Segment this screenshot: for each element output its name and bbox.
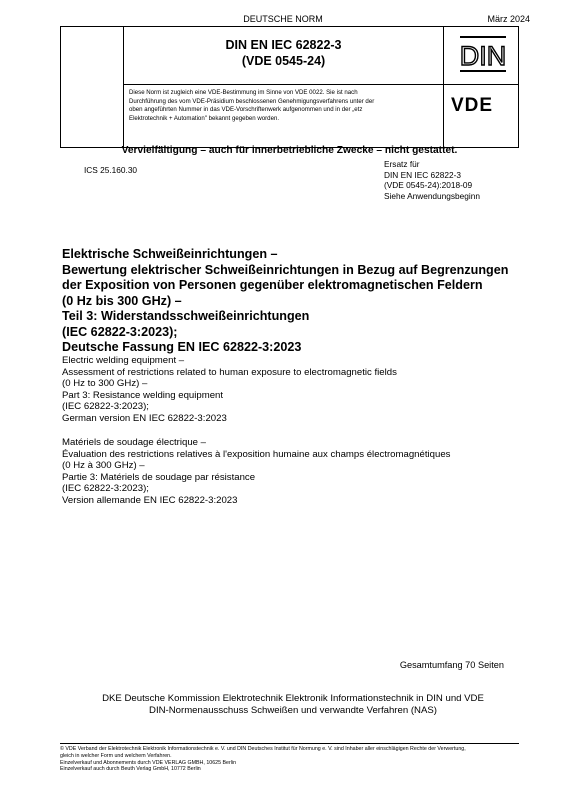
replaces-line: DIN EN IEC 62822-3 (384, 169, 462, 180)
copyright-line: Einzelverkauf auch durch Beuth Verlag GmbH, 10772 Berlin (60, 766, 201, 773)
publication-date: März 2024 (487, 14, 530, 24)
title-de-line: Teil 3: Widerstandsschweißeinrichtungen (62, 309, 310, 323)
title-fr-line: (0 Hz à 300 GHz) – (62, 460, 145, 471)
organization-line: DIN-Normenausschuss Schweißen und verwandte Verfahren (NAS) (149, 705, 437, 716)
organization-line: DKE Deutsche Kommission Elektrotechnik Elektronik Informationstechnik in DIN und VDE (102, 693, 484, 704)
title-de-line: Deutsche Fassung EN IEC 62822-3:2023 (62, 340, 302, 354)
copyright-block (60, 746, 530, 773)
title-en-line: Electric welding equipment – (62, 355, 185, 366)
title-french (62, 437, 532, 506)
title-fr-line: Partie 3: Matériels de soudage par résistance (62, 471, 256, 483)
din-logo-text: DIN (460, 41, 506, 71)
note-line: Durchführung des vom VDE-Präsidium beschlossenen Genehmigungsverfahrens unter der (129, 97, 375, 105)
replaces-line: (VDE 0545-24):2018-09 (384, 180, 473, 190)
title-fr-line: (IEC 62822-3:2023); (62, 483, 149, 494)
replaces-block (384, 159, 480, 201)
title-fr-line: Version allemande EN IEC 62822-3:2023 (62, 494, 238, 506)
title-en-line: Part 3: Resistance welding equipment (62, 389, 224, 401)
replaces-line: Ersatz für (384, 159, 420, 169)
standard-type-label: DEUTSCHE NORM (243, 14, 323, 24)
frame-divider (443, 26, 444, 148)
footer-divider (60, 743, 519, 744)
vde-number: (VDE 0545-24) (241, 54, 326, 68)
title-en-line: (IEC 62822-3:2023); (62, 401, 149, 412)
organization-block (60, 693, 526, 717)
copyright-line: gleich in welcher Form und welchem Verfahren. (60, 752, 172, 759)
copyright-line: Einzelverkauf und Abonnements durch VDE VERLAG GMBH, 10625 Berlin (60, 759, 237, 766)
title-german (62, 247, 532, 356)
copyright-line: © VDE Verband der Elektrotechnik Elektronik Informationstechnik e. V. und DIN Deutsches Institut für Normung e. V. sind Inhaber aller einschlägigen Rechte der Verwertung, (60, 746, 466, 752)
title-de-line: Bewertung elektrischer Schweißeinrichtungen in Bezug auf Begrenzungen (62, 262, 509, 277)
title-de-line: der Exposition von Personen gegenüber elektromagnetischen Feldern (62, 278, 483, 292)
total-pages: Gesamtumfang 70 Seiten (399, 660, 504, 670)
document-number: DIN EN IEC 62822-3 (225, 38, 342, 52)
note-line: Elektrotechnik + Automation" bekannt gegeben worden. (129, 114, 280, 122)
note-line: oben angeführten Nummer in das VDE-Vorschriftenwerk aufgenommen und in der „etz (129, 106, 363, 114)
copy-warning: Vervielfältigung – auch für innerbetriebliche Zwecke – nicht gestattet. (121, 145, 458, 156)
document-number-block (124, 37, 443, 69)
title-en-line: (0 Hz to 300 GHz) – (62, 378, 148, 389)
ics-code: ICS 25.160.30 (84, 165, 138, 175)
replaces-line: Siehe Anwendungsbeginn (384, 190, 480, 201)
din-logo (460, 36, 506, 72)
vde-logo: VDE (451, 95, 494, 116)
frame-divider (123, 84, 519, 85)
note-line: Diese Norm ist zugleich eine VDE-Bestimmung im Sinne von VDE 0022. Sie ist nach (129, 89, 358, 96)
title-fr-line: Évaluation des restrictions relatives à l'exposition humaine aux champs électromagnétiques (62, 448, 451, 460)
title-english (62, 355, 532, 424)
title-en-line: German version EN IEC 62822-3:2023 (62, 412, 227, 424)
title-de-line: Elektrische Schweißeinrichtungen – (62, 247, 278, 261)
title-en-line: Assessment of restrictions related to human exposure to electromagnetic fields (62, 366, 397, 378)
title-de-line: (IEC 62822-3:2023); (62, 324, 178, 339)
title-fr-line: Matériels de soudage électrique – (62, 437, 206, 448)
vde-note (129, 89, 439, 123)
title-de-line: (0 Hz bis 300 GHz) – (62, 293, 182, 308)
